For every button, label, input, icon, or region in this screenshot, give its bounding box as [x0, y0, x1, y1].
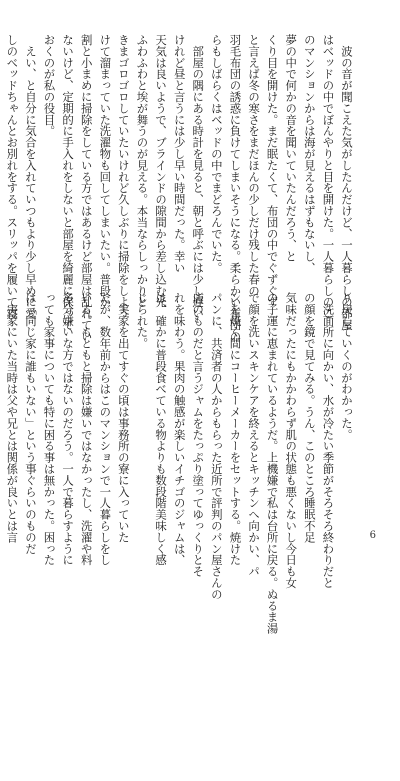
- top_block-line: ないけど、定期的に手入れをしないと部屋を綺麗に保って: [61, 34, 76, 331]
- bottom_block-line: ンを焼く間にコーヒーメーカーをセットする。焼けた: [228, 292, 243, 566]
- bottom_block-line: り戻していくのがわかった。: [340, 292, 354, 441]
- bottom_block-line: 実家を出てすぐの頃は事務所の寮に入っていた: [116, 292, 131, 543]
- top_block-line: しのベッドちゃんとお別れをする。スリッパを履いて寝: [5, 34, 20, 319]
- bottom_block-line: れを味わう。果肉の触感が楽しいイチゴのジャムは、: [172, 292, 187, 566]
- top_block-line: 波の音が聞こえた気がしたんだけど、一人暮らしの部屋: [340, 34, 354, 331]
- top_block-line: と言えば冬の寒さをまだほんの少しだけ残した春の: [247, 34, 262, 297]
- top_block-line: おくのが私の役目。: [42, 34, 57, 137]
- bottom_block-line: [0, 292, 3, 522]
- bottom_block-line: の顔を鏡で見てみる。うん、このところ睡眠不足: [302, 292, 317, 543]
- bottom_block-line: 実家にいた当時は父や兄とは関係が良いとは言: [5, 292, 20, 543]
- bottom_block-line: 気味だったにもかかわらず肌の状態も悪くないし今日も女: [284, 292, 299, 589]
- bottom_block-line: いる。もともと掃除は嫌いではなかったし、洗濯や料: [79, 292, 94, 566]
- top_block-line: 羽毛布団の誘惑に負けてしまいそうになる。柔らかい布団の: [228, 34, 243, 342]
- bottom_block-line: 店のものだと言うジャムをたっぷり塗ってゆっくりとそ: [191, 292, 206, 577]
- vertical-text-body-lower: [5, 292, 356, 781]
- bottom_block-line: たが、数年前からはこのマンションで一人暮らしをし: [98, 292, 113, 566]
- top_block-line: 部屋の隅にある時計を見ると、朝と呼ぶには少し遅い: [191, 34, 206, 319]
- page-number: 6: [369, 530, 376, 541]
- top_block-line: らもしばらくはベッドの中でまどろんでいた。: [209, 34, 224, 274]
- bottom_block-line: は「同じ家に誰もいない」という事ぐらいのものだ: [23, 292, 38, 555]
- text-block-bottom: [5, 292, 356, 634]
- bottom_block-line: じられた。: [135, 292, 150, 349]
- top_block-line: 夢の中で何かの音を聞いていたんだろう、と: [284, 34, 299, 262]
- top_block-line: [0, 34, 3, 264]
- bottom_block-line: の子運に恵まれているようだ。上機嫌で私は台所に戻る。ぬるま湯: [265, 292, 280, 634]
- top_block-line: けて溜まっていた洗濯物も回してしまいたい。普段か: [98, 34, 113, 308]
- top_block-line: のマンションからは海が見えるはずもないし、: [302, 34, 317, 274]
- top_block-line: きまゴロゴロしていたいけれど久しぶりに掃除をしよう: [116, 34, 131, 319]
- bottom_block-line: っても家事についても特に困る事は無かった。困った: [42, 292, 57, 566]
- bottom_block-line: 多分嫌いな方ではないのだろう。一人で暮らすように: [61, 292, 76, 566]
- top_block-line: 割と小まめに掃除をしている方ではあるけど部屋は乱れてい: [79, 34, 94, 342]
- bottom_block-line: で顔を洗いスキンケアを終えるとキッチンへ向かい、パ: [247, 292, 262, 577]
- top_block-line: 天気は良いようで、ブラインドの隙間から差し込む光: [154, 34, 169, 308]
- top_block-line: はベッドの中でぼんやりと目を開けた。一人暮らしのこ: [321, 34, 336, 319]
- top_block-line: けれど昼と言うには少し早い時間だった。幸い: [172, 34, 187, 274]
- bottom_block-line: パンに、共済者の人からもらった近所で評判のパン屋さんの: [209, 292, 224, 600]
- top_block-line: ふわふわと埃が舞うのが見える。本当ならしっかりと: [135, 34, 150, 308]
- top_block-line: えい、と自分に気合を入れていつもより少し早めに愛: [23, 34, 38, 319]
- bottom_block-line: 洗面所に向かい、水が冷たい季節がそろそろ終わりだと: [321, 292, 336, 589]
- top_block-line: くり目を開けた。まだ眠たくて、布団の中でぐずぐず: [265, 34, 280, 308]
- bottom_block-line: は、確かに普段食べている物よりも数段階美味しく感: [154, 292, 169, 566]
